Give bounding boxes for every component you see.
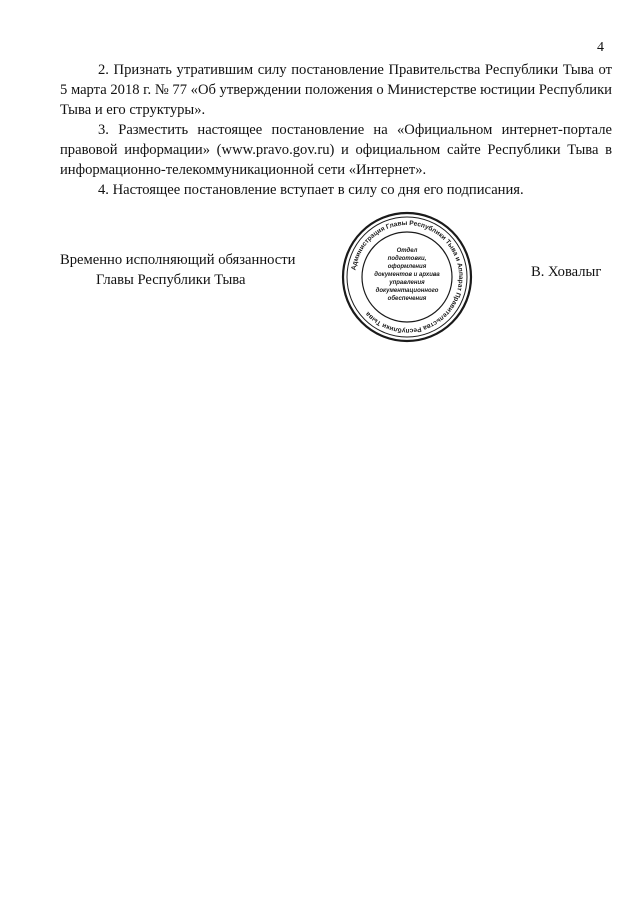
official-stamp: [341, 211, 473, 343]
stamp-center-line: документов и архива: [374, 272, 440, 278]
page-number: 4: [597, 40, 604, 55]
stamp-center-line: подготовки,: [387, 256, 427, 262]
stamp-ring-text: Администрация Главы Республики Тыва и Аппарат Правительства Республики Тыва: [350, 219, 465, 335]
signatory-name: В. Ховалыг: [531, 264, 602, 280]
stamp-center-line: обеспечения: [387, 296, 427, 302]
stamp-center-line: управления: [389, 280, 425, 286]
signatory-title-line-1: Временно исполняющий обязанности: [60, 252, 296, 268]
paragraph-3: 3. Разместить настоящее постановление на «Официальном интернет-портале правовой информации» (www.pravo.gov.ru) и официальном сайте Республики Тыва в информационно-телекоммуникационной сети «Интернет».: [60, 122, 612, 178]
body-text: [60, 60, 612, 200]
stamp-center-line: Отдел: [396, 248, 418, 254]
signatory-title-line-2: Главы Республики Тыва: [96, 272, 246, 288]
paragraph-4: 4. Настоящее постановление вступает в силу со дня его подписания.: [98, 182, 524, 198]
signatory-title: [60, 250, 295, 290]
paragraph-2: 2. Признать утратившим силу постановление Правительства Республики Тыва от 5 марта 2018 г. № 77 «Об утверждении положения о Министерстве юстиции Республики Тыва и его структуры».: [60, 62, 612, 118]
stamp-center-text: [374, 248, 440, 302]
stamp-center-line: оформления: [387, 264, 427, 270]
stamp-center-line: документационного: [375, 288, 439, 294]
